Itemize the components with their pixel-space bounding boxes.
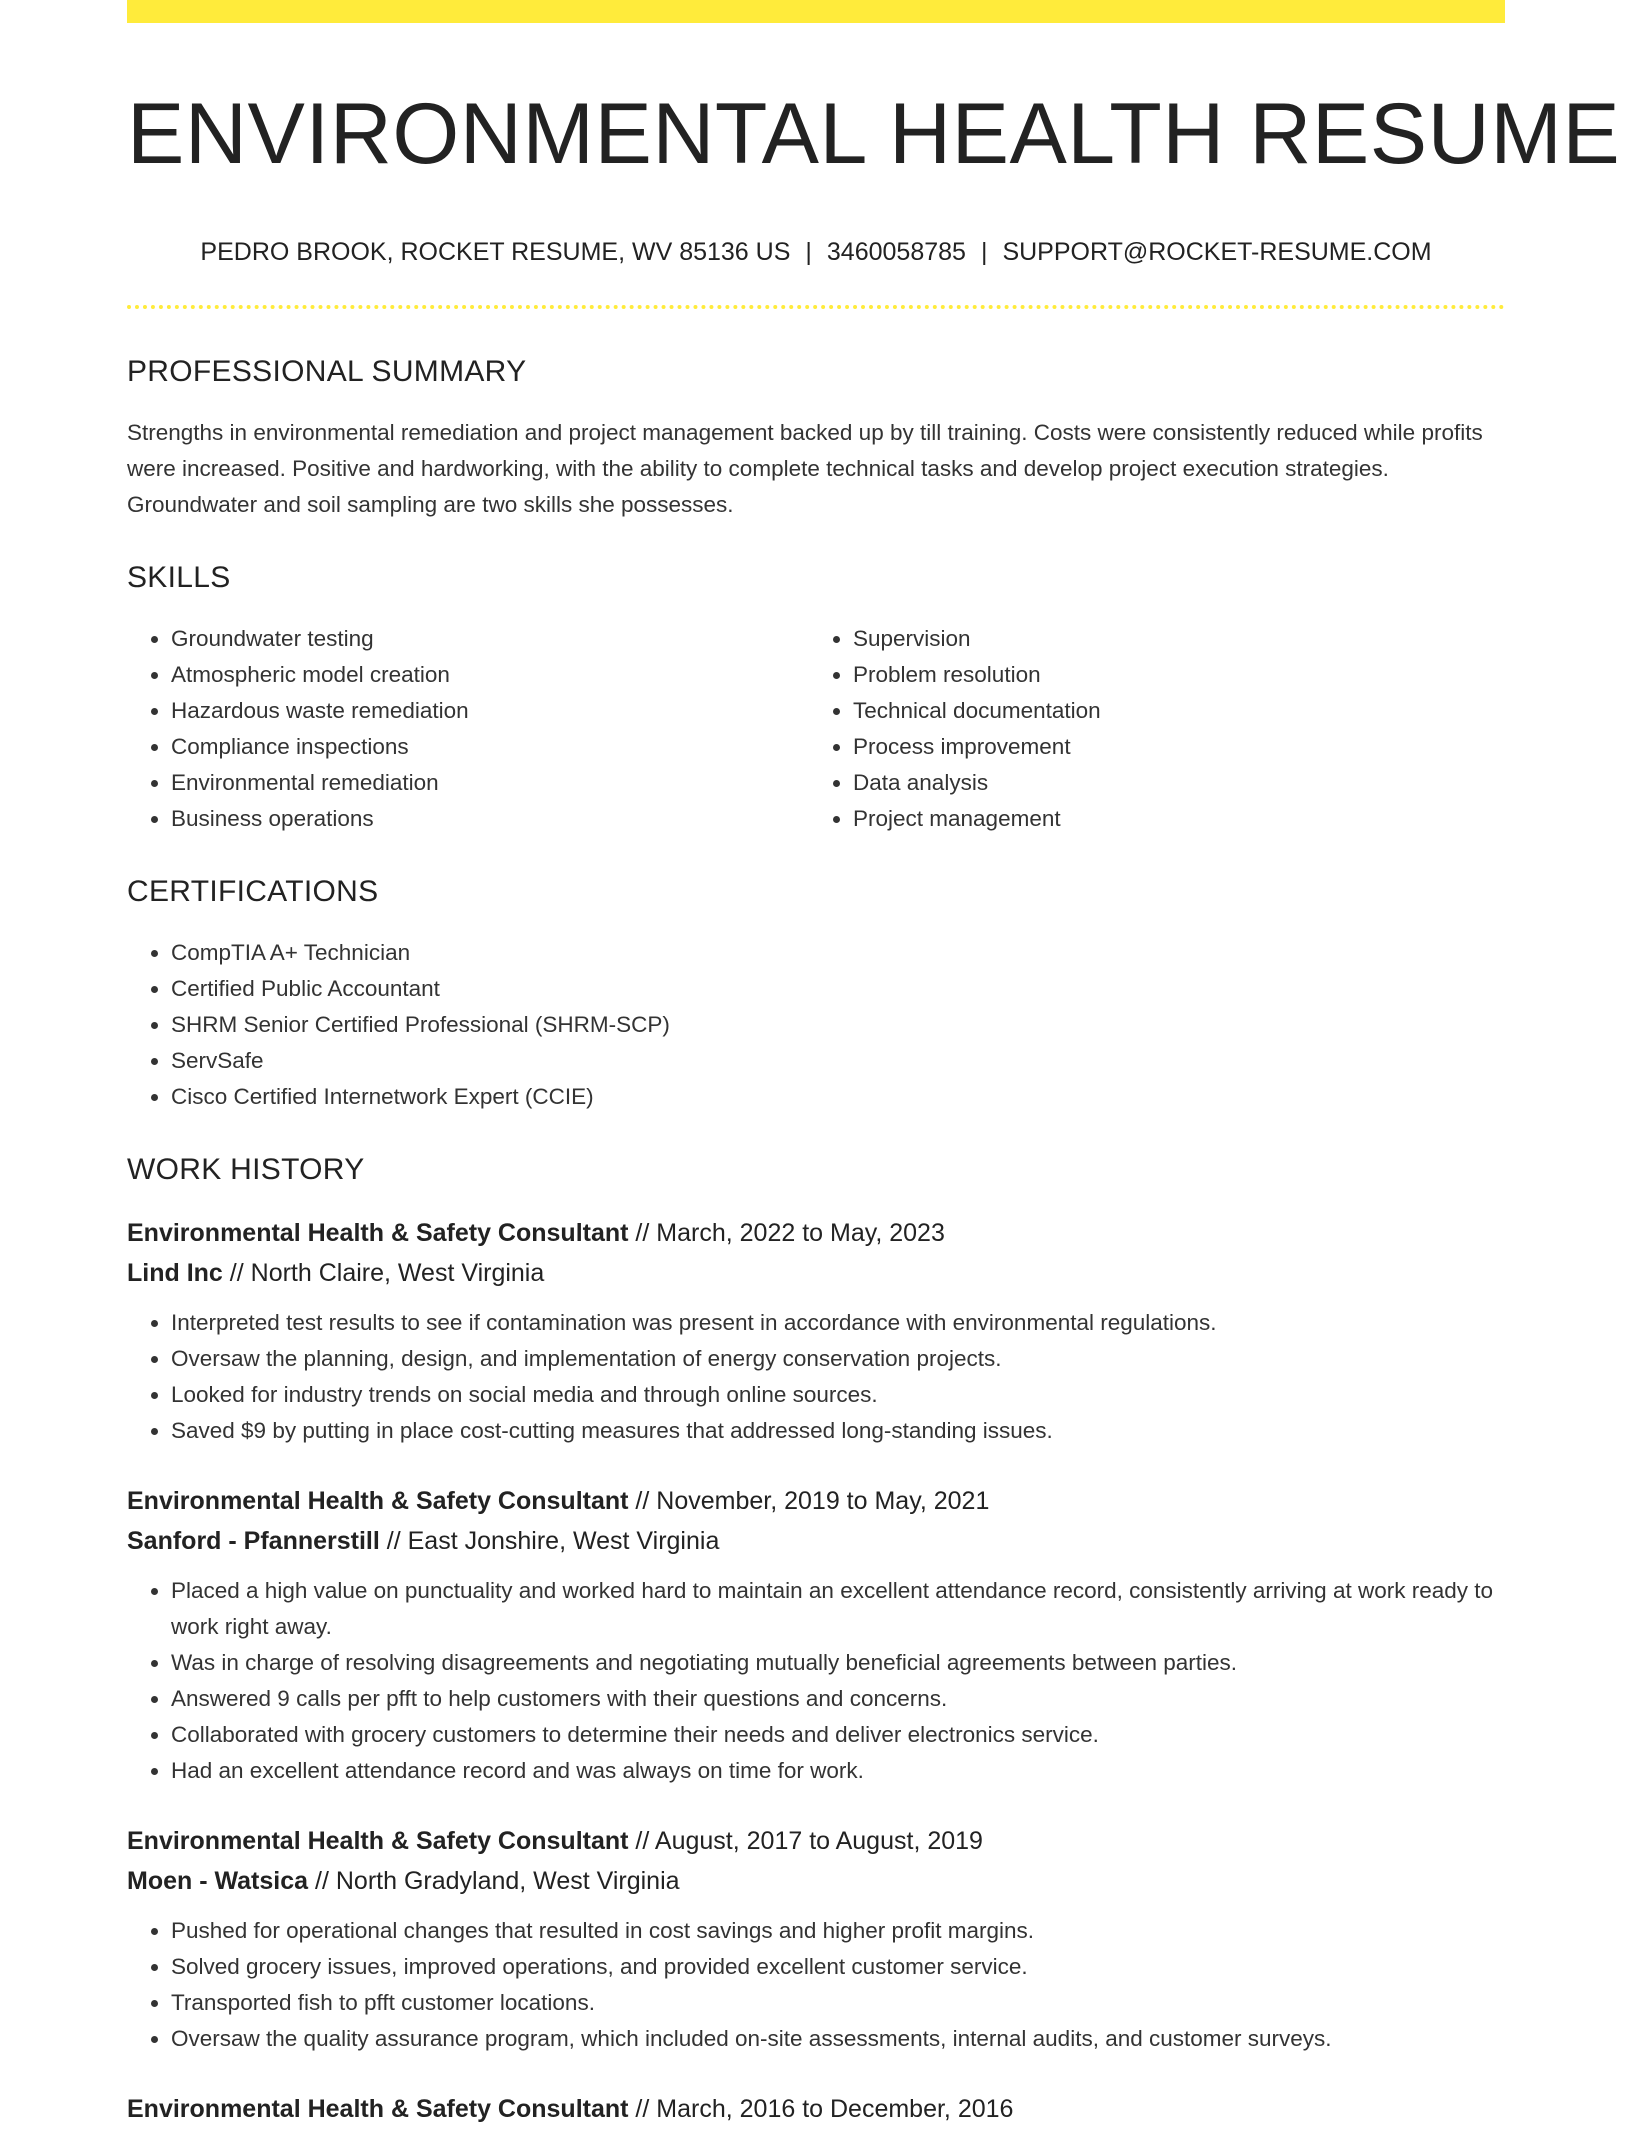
- divider: //: [635, 2094, 650, 2123]
- job-title: Environmental Health & Safety Consultant: [127, 2094, 629, 2123]
- certifications-heading: CERTIFICATIONS: [127, 874, 379, 908]
- resume-title: ENVIRONMENTAL HEALTH RESUME: [127, 86, 1621, 182]
- work-history-heading: WORK HISTORY: [127, 1152, 365, 1186]
- skill-item: • Problem resolution: [853, 657, 1487, 693]
- skill-item: • Technical documentation: [853, 693, 1487, 729]
- skills-columns: [127, 621, 1505, 837]
- job-bullet: • Oversaw the quality assurance program, which included on-site assessments, internal audits, and customer surveys.: [171, 2021, 1505, 2057]
- divider: //: [229, 1258, 244, 1287]
- resume-page: [127, 0, 1621, 2129]
- summary-heading: PROFESSIONAL SUMMARY: [127, 354, 527, 388]
- skill-item: • Hazardous waste remediation: [171, 693, 805, 729]
- divider: //: [635, 1218, 650, 1247]
- job-entry: [127, 1481, 1505, 1789]
- skill-item: • Compliance inspections: [171, 729, 805, 765]
- job-entry: [127, 2089, 1505, 2129]
- job-bullet: • Placed a high value on punctuality and worked hard to maintain an excellent attendance record, consistently arriving at work ready to work right away.: [171, 1573, 1505, 1645]
- job-location: North Gradyland, West Virginia: [335, 1866, 680, 1895]
- skill-item: • Atmospheric model creation: [171, 657, 805, 693]
- job-company-line: [127, 1861, 1505, 1901]
- job-title-line: [127, 1213, 1505, 1253]
- job-entry: [127, 1821, 1505, 2057]
- job-location: North Claire, West Virginia: [250, 1258, 545, 1287]
- job-bullet: • Answered 9 calls per pfft to help customers with their questions and concerns.: [171, 1681, 1505, 1717]
- dotted-divider: [127, 305, 1505, 309]
- contact-address: PEDRO BROOK, ROCKET RESUME, WV 85136 US: [200, 237, 791, 266]
- skill-item: • Environmental remediation: [171, 765, 805, 801]
- contact-separator: |: [980, 237, 988, 266]
- job-bullet: • Pushed for operational changes that resulted in cost savings and higher profit margins.: [171, 1913, 1505, 1949]
- job-dates: November, 2019 to May, 2021: [656, 1486, 990, 1515]
- job-bullet: • Collaborated with grocery customers to determine their needs and deliver electronics service.: [171, 1717, 1505, 1753]
- skills-list-left: [127, 621, 805, 837]
- job-bullet: • Solved grocery issues, improved operations, and provided excellent customer service.: [171, 1949, 1505, 1985]
- divider: //: [315, 1866, 329, 1895]
- job-bullet: • Oversaw the planning, design, and implementation of energy conservation projects.: [171, 1341, 1505, 1377]
- skill-item: • Process improvement: [853, 729, 1487, 765]
- job-title-line: [127, 2089, 1505, 2129]
- job-title-line: [127, 1481, 1505, 1521]
- job-bullet: • Saved $9 by putting in place cost-cutting measures that addressed long-standing issues.: [171, 1413, 1505, 1449]
- certifications-list: [127, 935, 1505, 1115]
- job-dates: March, 2022 to May, 2023: [656, 1218, 945, 1247]
- job-dates: August, 2017 to August, 2019: [654, 1826, 983, 1855]
- job-bullets: [127, 1305, 1505, 1449]
- job-entry: [127, 1213, 1505, 1449]
- certification-item: • SHRM Senior Certified Professional (SHRM-SCP): [171, 1007, 1505, 1043]
- job-location: East Jonshire, West Virginia: [407, 1526, 720, 1555]
- job-bullets: [127, 1573, 1505, 1789]
- contact-phone: 3460058785: [826, 237, 966, 266]
- certification-item: • Certified Public Accountant: [171, 971, 1505, 1007]
- skills-heading: SKILLS: [127, 560, 231, 594]
- job-bullet: • Interpreted test results to see if contamination was present in accordance with environmental regulations.: [171, 1305, 1505, 1341]
- job-company-line: [127, 1521, 1505, 1561]
- divider: //: [635, 1486, 650, 1515]
- job-bullet: • Looked for industry trends on social media and through online sources.: [171, 1377, 1505, 1413]
- contact-email: SUPPORT@ROCKET-RESUME.COM: [1002, 237, 1432, 266]
- job-company: Sanford - Pfannerstill: [127, 1526, 380, 1555]
- job-title: Environmental Health & Safety Consultant: [127, 1218, 629, 1247]
- job-bullets: [127, 1913, 1505, 2057]
- job-company-line: [127, 1253, 1505, 1293]
- divider: //: [635, 1826, 650, 1855]
- summary-text: Strengths in environmental remediation and project management backed up by till training. Costs were consistently reduced while profits were increased. Positive and hardworking, with the ability to complete technical tasks and develop project execution strategies. Groundwater and soil sampling are two skills she possesses.: [127, 419, 1483, 517]
- skills-list-right: [805, 621, 1487, 837]
- job-company: Lind Inc: [127, 1258, 223, 1287]
- job-title: Environmental Health & Safety Consultant: [127, 1826, 629, 1855]
- skill-item: • Groundwater testing: [171, 621, 805, 657]
- skill-item: • Supervision: [853, 621, 1487, 657]
- skill-item: • Project management: [853, 801, 1487, 837]
- certification-item: • ServSafe: [171, 1043, 1505, 1079]
- top-accent-bar: [127, 0, 1505, 23]
- skill-item: • Business operations: [171, 801, 805, 837]
- job-bullet: • Had an excellent attendance record and was always on time for work.: [171, 1753, 1505, 1789]
- certification-item: • Cisco Certified Internetwork Expert (CCIE): [171, 1079, 1505, 1115]
- contact-line: [127, 238, 1505, 267]
- job-title: Environmental Health & Safety Consultant: [127, 1486, 629, 1515]
- job-dates: March, 2016 to December, 2016: [656, 2094, 1014, 2123]
- job-bullet: • Transported fish to pfft customer locations.: [171, 1985, 1505, 2021]
- job-title-line: [127, 1821, 1505, 1861]
- job-company: Moen - Watsica: [127, 1866, 309, 1895]
- job-bullet: • Was in charge of resolving disagreements and negotiating mutually beneficial agreements between parties.: [171, 1645, 1505, 1681]
- certification-item: • CompTIA A+ Technician: [171, 935, 1505, 971]
- divider: //: [386, 1526, 401, 1555]
- skill-item: • Data analysis: [853, 765, 1487, 801]
- contact-separator: |: [805, 237, 812, 266]
